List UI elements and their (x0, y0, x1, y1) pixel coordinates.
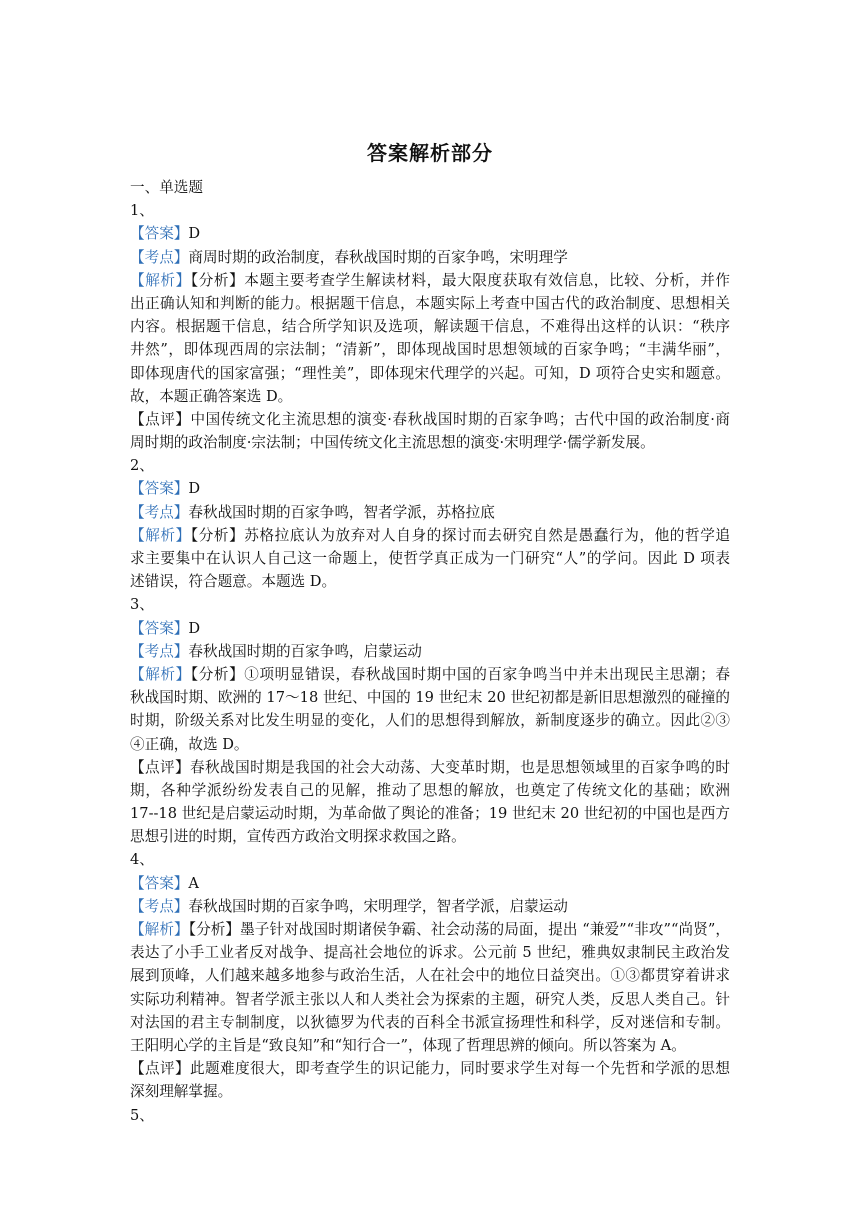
analysis-line: 对法国的君主专制制度，以狄德罗为代表的百科全书派宣扬理性和科学，反对迷信和专制。 (130, 1013, 730, 1031)
analysis-line: 【解析】【分析】①项明显错误，春秋战国时期中国的百家争鸣当中并未出现民主思潮；春 (130, 665, 730, 683)
answer-value: D (188, 225, 201, 243)
question-number: 3、 (130, 596, 154, 614)
answer-value: A (188, 874, 199, 892)
answer-line (130, 477, 730, 500)
point-line (130, 640, 730, 663)
analysis-line: 秋战国时期、欧洲的 17～18 世纪、中国的 19 世纪末 20 世纪初都是新旧思想激烈的碰撞的 (130, 689, 730, 707)
analysis-line: 【解析】【分析】墨子针对战国时期诸侯争霸、社会动荡的局面，提出 “兼爱”“非攻”“尚贤”， (130, 921, 730, 938)
analysis-line: 实际功利精神。智者学派主张以人和人类社会为探索的主题，研究人类，反思人类自己。针 (130, 990, 730, 1008)
analysis-line: 故，本题正确答案选 D。 (130, 387, 293, 405)
point-line (130, 895, 730, 918)
answer-value: D (188, 480, 201, 498)
review-line: 周时期的政治制度·宗法制；中国传统文化主流思想的演变·宋明理学·儒学新发展。 (130, 434, 655, 452)
question-number: 5、 (130, 1106, 154, 1124)
question-number: 1、 (130, 202, 154, 220)
answer-line (130, 222, 730, 245)
analysis-line: 即体现唐代的国家富强；“理性美”，即体现宋代理学的兴起。可知，D 项符合史实和题意。 (130, 364, 730, 382)
answer-label: 【答案】 (130, 619, 189, 637)
question-number: 2、 (130, 457, 154, 475)
section-heading: 一、单选题 (130, 179, 203, 196)
analysis-label: 【解析】 (130, 665, 191, 683)
point-label: 【考点】 (130, 503, 189, 521)
analysis-label: 【解析】 (130, 526, 191, 544)
analysis-line: 王阳明心学的主旨是“致良知”和“知行合一”，体现了哲理思辨的倾向。所以答案为 A。 (130, 1036, 686, 1054)
review-line: 17--18 世纪是启蒙运动时期，为革命做了舆论的准备；19 世纪末 20 世纪初的中国也是西方 (130, 805, 730, 823)
review-line: 深刻理解掌握。 (130, 1083, 233, 1101)
analysis-line: ④正确，故选 D。 (130, 735, 249, 753)
analysis-line: 展到顶峰，人们越来越多地参与政治生活，人在社会中的地位日益突出。①③都贯穿着讲求 (130, 967, 730, 985)
analysis-line: 内容。根据题干信息，结合所学知识及选项，解读题干信息，不难得出这样的认识：“秩序 (130, 318, 730, 336)
analysis-line: 【解析】【分析】苏格拉底认为放弃对人自身的探讨而去研究自然是愚蠢行为，他的哲学追 (130, 526, 730, 544)
analysis-line: 井然”，即体现西周的宗法制；“清新”，即体现战国时思想领域的百家争鸣；“丰满华丽”， (130, 341, 730, 359)
review-line: 思想引进的时期，宣传西方政治文明探求救国之路。 (130, 828, 466, 846)
point-line (130, 501, 730, 524)
answer-value: D (188, 619, 201, 637)
analysis-line: 述错误，符合题意。本题选 D。 (130, 573, 337, 591)
answer-label: 【答案】 (130, 480, 189, 498)
analysis-label: 【解析】 (130, 271, 191, 289)
point-label: 【考点】 (130, 897, 189, 915)
analysis-label: 【解析】 (130, 921, 189, 938)
answer-label: 【答案】 (130, 225, 189, 243)
analysis-line: 【解析】【分析】本题主要考查学生解读材料，最大限度获取有效信息，比较、分析，并作 (130, 271, 730, 289)
point-value: 春秋战国时期的百家争鸣，启蒙运动 (188, 642, 422, 660)
review-line: 【点评】此题难度很大，即考查学生的识记能力，同时要求学生对每一个先哲和学派的思想 (130, 1060, 730, 1078)
analysis-line: 求主要集中在认识人自己这一命题上，使哲学真正成为一门研究“人”的学问。因此 D 项表 (130, 550, 730, 567)
answer-label: 【答案】 (130, 874, 189, 892)
answer-line (130, 872, 730, 895)
point-line (130, 246, 730, 269)
point-value: 春秋战国时期的百家争鸣，智者学派，苏格拉底 (188, 503, 495, 521)
point-value: 商周时期的政治制度，春秋战国时期的百家争鸣，宋明理学 (188, 248, 568, 266)
answer-line (130, 617, 730, 640)
page-title: 答案解析部分 (367, 141, 493, 165)
review-line: 期，各种学派纷纷发表自己的见解，推动了思想的解放，也奠定了传统文化的基础；欧洲 (130, 781, 730, 799)
analysis-line: 表达了小手工业者反对战争、提高社会地位的诉求。公元前 5 世纪，雅典奴隶制民主政治发 (130, 944, 730, 962)
analysis-line: 出正确认知和判断的能力。根据题干信息，本题实际上考查中国古代的政治制度、思想相关 (130, 294, 730, 312)
answer-content (130, 176, 730, 1127)
point-value: 春秋战国时期的百家争鸣，宋明理学，智者学派，启蒙运动 (188, 897, 568, 915)
review-line: 【点评】春秋战国时期是我国的社会大动荡、大变革时期，也是思想领域里的百家争鸣的时 (130, 758, 730, 776)
point-label: 【考点】 (130, 642, 189, 660)
point-label: 【考点】 (130, 248, 189, 266)
analysis-line: 时期，阶级关系对比发生明显的变化，人们的思想得到解放，新制度逐步的确立。因此②③ (130, 712, 730, 730)
review-line: 【点评】中国传统文化主流思想的演变·春秋战国时期的百家争鸣；古代中国的政治制度·商 (130, 410, 730, 428)
question-number: 4、 (130, 851, 154, 869)
